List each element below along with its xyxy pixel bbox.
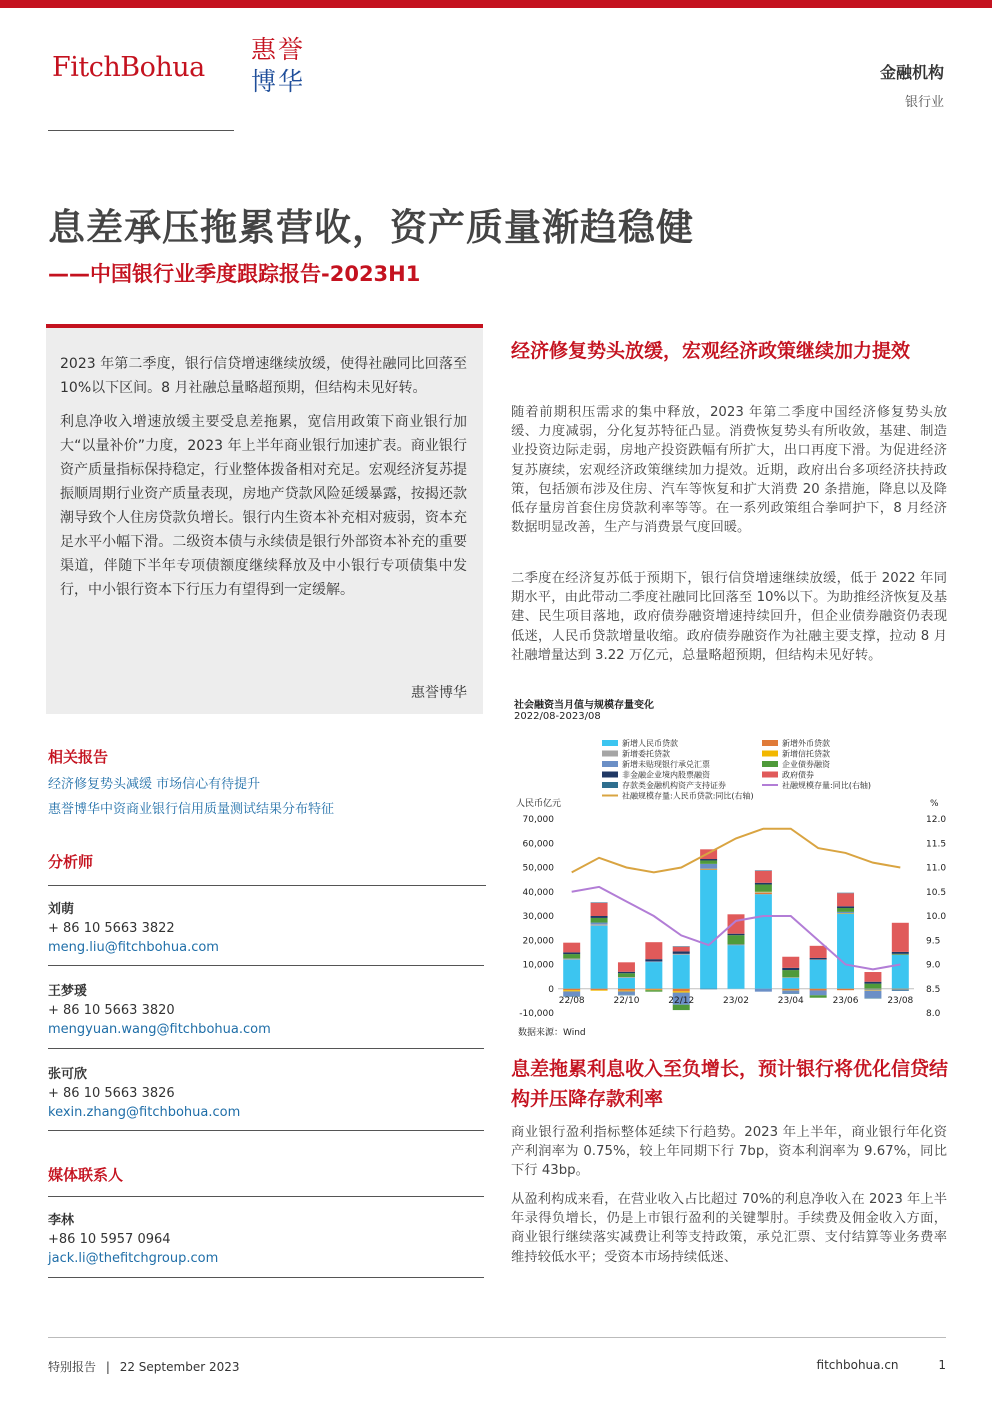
bar-segment: [755, 894, 772, 989]
divider: [48, 1196, 484, 1197]
bar-segment: [837, 893, 854, 906]
media-contact-heading: 媒体联系人: [48, 1166, 124, 1184]
bar-segment: [728, 935, 745, 944]
report-date: 22 September 2023: [119, 1360, 240, 1374]
body-paragraph: 从盈利构成来看，在营业收入占比超过 70%的利息净收入在 2023 年上半年录得负增长，仍是上市银行盈利的关键掣肘。手续费及佣金收入方面，商业银行继续落实减费让利等支持政策，承兑汇票、支付结算等业务费率维持较低水平；受资本市场持续低迷、: [511, 1192, 947, 1265]
bar-segment: [864, 990, 881, 991]
bar-segment: [837, 914, 854, 989]
y2-tick-label: 8.5: [926, 984, 941, 995]
y-tick-label: 40,000: [522, 887, 554, 898]
legend-label: 非金融企业境内股票融资: [622, 770, 710, 780]
logo-seal-top: 惠誉: [250, 35, 305, 64]
y-tick-label: -10,000: [519, 1009, 554, 1019]
bar-segment: [728, 934, 745, 935]
y-tick-label: 70,000: [522, 815, 554, 825]
divider: [48, 965, 484, 966]
x-tick-label: 23/06: [832, 995, 859, 1006]
bar-segment: [837, 906, 854, 908]
bar-segment: [645, 961, 662, 962]
bar-segment: [591, 903, 608, 916]
body-paragraph: 二季度在经济复苏低于预期下，银行信贷增速继续放缓，低于 2022 年同期水平，由此带动二季度社融同比回落至 10%以下。为助推经济恢复及基建、民生项目落地，政府债券融资增速持续回升，但企业债券融资仍表现低迷，人民币贷款增量收缩。政府债券融资作为社融主要支撑，拉动 8 月社融增量达到 3.22 万亿元，总量略超预期，但结构未见好转。: [511, 571, 947, 663]
bar-segment: [645, 989, 662, 990]
bar-segment: [673, 946, 690, 947]
legend-swatch: [602, 782, 618, 788]
y-tick-label: 30,000: [522, 912, 554, 922]
bar-segment: [563, 989, 580, 990]
legend-label: 社融规模存量:同比(右轴): [782, 781, 871, 790]
bar-segment: [728, 945, 745, 989]
divider: [48, 885, 486, 886]
bar-segment: [618, 991, 635, 994]
y2-tick-label: 9.5: [926, 936, 941, 947]
section-heading: 息差拖累利息收入至负增长，预计银行将优化信贷结构并压降存款利率: [511, 1058, 949, 1110]
category-label: 金融机构: [879, 63, 944, 82]
analyst-email[interactable]: meng.liu@fitchbohua.com: [48, 940, 219, 955]
bar-segment: [700, 864, 717, 869]
bar-segment: [864, 972, 881, 982]
report-type-label: 特别报告: [48, 1360, 97, 1374]
bar-segment: [810, 959, 827, 960]
bar-segment: [892, 955, 909, 956]
bar-segment: [645, 959, 662, 961]
bar-segment: [755, 893, 772, 894]
bar-segment: [618, 962, 635, 971]
analyst-phone: + 86 10 5663 3820: [48, 1003, 175, 1018]
bar-segment: [837, 912, 854, 913]
footer-left: 特别报告 | 22 September 2023: [48, 1360, 240, 1374]
bar-segment: [864, 982, 881, 984]
bar-segment: [864, 984, 881, 989]
footer-divider: [48, 1337, 946, 1338]
bar-segment: [755, 989, 772, 992]
analyst-phone: + 86 10 5663 3826: [48, 1086, 175, 1101]
bar-segment: [892, 990, 909, 991]
analysts-heading: 分析师: [48, 853, 94, 871]
bar-segment: [810, 946, 827, 958]
bar-segment: [892, 955, 909, 989]
bar-segment: [591, 923, 608, 925]
fitchbohua-logo[interactable]: [52, 34, 322, 114]
bar-segment: [700, 860, 717, 863]
bar-segment: [810, 989, 827, 991]
report-title: 息差承压拖累营收，资产质量渐趋稳健: [48, 206, 694, 249]
bar-segment: [563, 943, 580, 953]
y2-axis-title: %: [930, 799, 939, 809]
bar-segment: [618, 972, 635, 973]
bar-segment: [864, 998, 881, 999]
y2-tick-label: 11.0: [926, 863, 947, 874]
divider: [48, 1130, 484, 1131]
bar-segment: [563, 952, 580, 954]
related-reports-heading: 相关报告: [48, 748, 109, 766]
legend-swatch: [602, 761, 618, 767]
bar-segment: [591, 916, 608, 918]
bar-segment: [782, 970, 799, 977]
bar-segment: [618, 991, 635, 992]
bar-segment: [563, 960, 580, 989]
top-accent-bar: [0, 0, 992, 8]
related-report-link[interactable]: 惠誉博华中资商业银行信用质量测试结果分布特征: [48, 802, 335, 817]
bar-segment: [728, 914, 745, 933]
y-tick-label: 0: [548, 984, 554, 995]
legend-swatch: [762, 772, 778, 778]
analyst-name: 刘萌: [48, 902, 75, 917]
bar-segment: [673, 955, 690, 989]
bar-segment: [782, 957, 799, 968]
bar-segment: [782, 993, 799, 994]
logo-seal-bottom: 博华: [250, 67, 305, 96]
summary-paragraph: 利息净收入增速放缓主要受息差拖累，宽信用政策下商业银行加大“以量补价”力度，2023 年上半年商业银行加速扩表。商业银行资产质量指标保持稳定，行业整体拨备相对充足。宏观经济复苏提振顺周期行业资产质量表现，房地产贷款风险延缓暴露，按揭还款潮导致个人住房贷款负增长。银行内生资本补充相对疲弱，资本充足水平小幅下滑。二级资本债与永续债是银行外部资本补充的重要渠道，伴随下半年专项债额度继续释放及中小银行专项债集中发行，中小银行资本下行压力有望得到一定缓解。: [60, 414, 467, 598]
bar-segment: [728, 944, 745, 945]
bar-segment: [673, 951, 690, 953]
legend-label: 企业债券融资: [782, 760, 830, 769]
bar-segment: [645, 990, 662, 991]
bar-segment: [755, 892, 772, 893]
bar-segment: [591, 990, 608, 991]
bar-segment: [782, 990, 799, 993]
bar-segment: [782, 977, 799, 978]
bar-segment: [810, 995, 827, 997]
analyst-name: 王梦瑗: [48, 984, 88, 999]
logo-underline: [48, 130, 234, 131]
bar-segment: [755, 871, 772, 883]
legend-swatch: [762, 740, 778, 746]
chart-subtitle: 2022/08-2023/08: [514, 711, 601, 722]
y-tick-label: 20,000: [522, 936, 554, 947]
bar-segment: [810, 990, 827, 995]
legend-swatch: [602, 772, 618, 778]
x-tick-label: 23/02: [723, 995, 749, 1006]
bar-segment: [864, 989, 881, 990]
body-paragraph: 商业银行盈利指标整体延续下行趋势。2023 年上半年，商业银行年化资产利润率为 0.75%，较上年同期下行 7bp，资本利润率为 9.67%，同比下行 43bp。: [511, 1125, 947, 1179]
analyst-card: [48, 1066, 484, 1122]
legend-swatch: [602, 740, 618, 746]
bar-segment: [645, 990, 662, 991]
x-tick-label: 22/08: [558, 995, 585, 1006]
contact-phone: +86 10 5957 0964: [48, 1232, 171, 1247]
analyst-email[interactable]: mengyuan.wang@fitchbohua.com: [48, 1022, 271, 1037]
legend-label: 存款类金融机构资产支持证券: [622, 781, 726, 790]
bar-segment: [892, 923, 909, 952]
y-tick-label: 50,000: [522, 863, 554, 874]
bar-segment: [700, 869, 717, 870]
bar-segment: [892, 989, 909, 990]
analyst-email[interactable]: kexin.zhang@fitchbohua.com: [48, 1105, 241, 1120]
bar-segment: [837, 908, 854, 912]
analyst-name: 张可欣: [48, 1067, 88, 1082]
bar-segment: [645, 962, 662, 989]
footer-right: [817, 1358, 946, 1372]
bar-segment: [563, 958, 580, 959]
report-category: [880, 60, 944, 110]
logo-seal: [240, 34, 316, 104]
bar-segment: [563, 990, 580, 991]
bar-segment: [645, 942, 662, 959]
divider: [48, 1048, 484, 1049]
bar-segment: [782, 968, 799, 970]
chart-title: 社会融资当月值与规模存量变化: [514, 700, 654, 711]
legend-label: 新增外币贷款: [782, 739, 830, 748]
bar-segment: [782, 978, 799, 989]
bar-segment: [700, 870, 717, 989]
bar-segment: [755, 892, 772, 893]
bar-segment: [618, 973, 635, 977]
page-number: 1: [938, 1358, 946, 1372]
bar-segment: [864, 991, 881, 998]
y2-tick-label: 10.0: [926, 912, 947, 922]
line-series: [572, 829, 901, 873]
chart-canvas: [510, 696, 950, 1041]
bar-segment: [755, 870, 772, 871]
contact-name: 李林: [48, 1213, 75, 1228]
y2-tick-label: 8.0: [926, 1009, 941, 1019]
logo-wordmark: FitchBohua: [52, 52, 205, 83]
y2-tick-label: 10.5: [926, 887, 947, 898]
legend-swatch: [762, 751, 778, 757]
bar-segment: [591, 902, 608, 903]
legend-label: 新增信托贷款: [782, 749, 830, 759]
bar-segment: [673, 991, 690, 992]
bar-segment: [837, 913, 854, 914]
bar-segment: [700, 989, 717, 990]
analyst-card: [48, 983, 484, 1039]
y-axis-title: 人民币亿元: [516, 799, 562, 809]
legend-label: 新增人民币贷款: [622, 739, 678, 748]
bar-segment: [591, 924, 608, 925]
x-tick-label: 22/12: [668, 995, 695, 1006]
bar-segment: [563, 954, 580, 958]
y-tick-label: 60,000: [522, 839, 554, 850]
related-report-link[interactable]: 经济修复势头减缓 市场信心有待提升: [48, 777, 261, 792]
analyst-card: [48, 901, 484, 957]
x-tick-label: 23/04: [777, 995, 804, 1006]
section-heading: 经济修复势头放缓，宏观经济政策继续加力提效: [511, 340, 911, 362]
x-tick-label: 23/08: [887, 995, 914, 1006]
bar-segment: [673, 989, 690, 991]
bar-segment: [673, 954, 690, 955]
bar-segment: [892, 952, 909, 954]
summary-box: [46, 324, 483, 714]
bar-segment: [755, 884, 772, 891]
bar-segment: [810, 958, 827, 959]
media-contact-card: [48, 1212, 484, 1268]
social-financing-chart: [510, 696, 950, 1041]
divider: [48, 1277, 484, 1278]
bar-segment: [810, 960, 827, 989]
summary-paragraph: 2023 年第二季度，银行信贷增速继续放缓，使得社融同比回落至 10%以下区间。8 月社融总量略超预期，但结构未见好转。: [60, 356, 467, 396]
bar-segment: [591, 926, 608, 989]
bar-segment: [618, 989, 635, 991]
bar-segment: [618, 977, 635, 978]
bar-segment: [755, 883, 772, 885]
bar-segment: [700, 859, 717, 860]
bar-segment: [673, 947, 690, 952]
legend-swatch: [602, 751, 618, 757]
legend-label: 新增未贴现银行承兑汇票: [622, 760, 710, 769]
bar-segment: [782, 989, 799, 990]
bar-segment: [618, 978, 635, 989]
legend-label: 新增委托贷款: [622, 749, 670, 759]
legend-label: 社融规模存量:人民币贷款:同比(右轴): [622, 791, 754, 801]
x-tick-label: 22/10: [613, 995, 640, 1006]
bar-segment: [591, 989, 608, 990]
legend-label: 政府债券: [782, 770, 814, 780]
y-tick-label: 10,000: [522, 960, 554, 971]
bar-segment: [864, 989, 881, 990]
chart-source: 数据来源：Wind: [518, 1028, 586, 1038]
legend-swatch: [762, 761, 778, 767]
bar-segment: [591, 918, 608, 923]
body-paragraph: 随着前期积压需求的集中释放，2023 年第二季度中国经济修复势头放缓、力度减弱，分化复苏特征凸显。消费恢复势头有所收敛，基建、制造业投资边际走弱，房地产投资跌幅有所扩大，出口再度下滑。为促进经济复苏赓续，宏观经济政策继续加力提效。近期，政府出台多项经济扶持政策，包括颁布涉及住房、汽车等恢复和扩大消费 20 条措施，降息以及降低存量房首套住房贷款利率等等。在一系列政策组合拳呵护下，8 月经济数据明显改善，生产与消费景气度回暖。: [511, 405, 947, 536]
bar-segment: [837, 893, 854, 894]
report-subtitle: ——中国银行业季度跟踪报告-2023H1: [48, 262, 421, 286]
bar-segment: [837, 989, 854, 990]
footer-site-link[interactable]: fitchbohua.cn: [816, 1358, 899, 1372]
analyst-phone: + 86 10 5663 3822: [48, 921, 175, 936]
contact-email[interactable]: jack.li@thefitchgroup.com: [48, 1251, 219, 1266]
y2-tick-label: 9.0: [926, 960, 941, 971]
summary-signature: 惠誉博华: [411, 685, 467, 701]
subcategory-label: 银行业: [904, 95, 944, 110]
y2-tick-label: 12.0: [926, 815, 947, 825]
bar-segment: [892, 954, 909, 955]
y2-tick-label: 11.5: [926, 839, 947, 850]
